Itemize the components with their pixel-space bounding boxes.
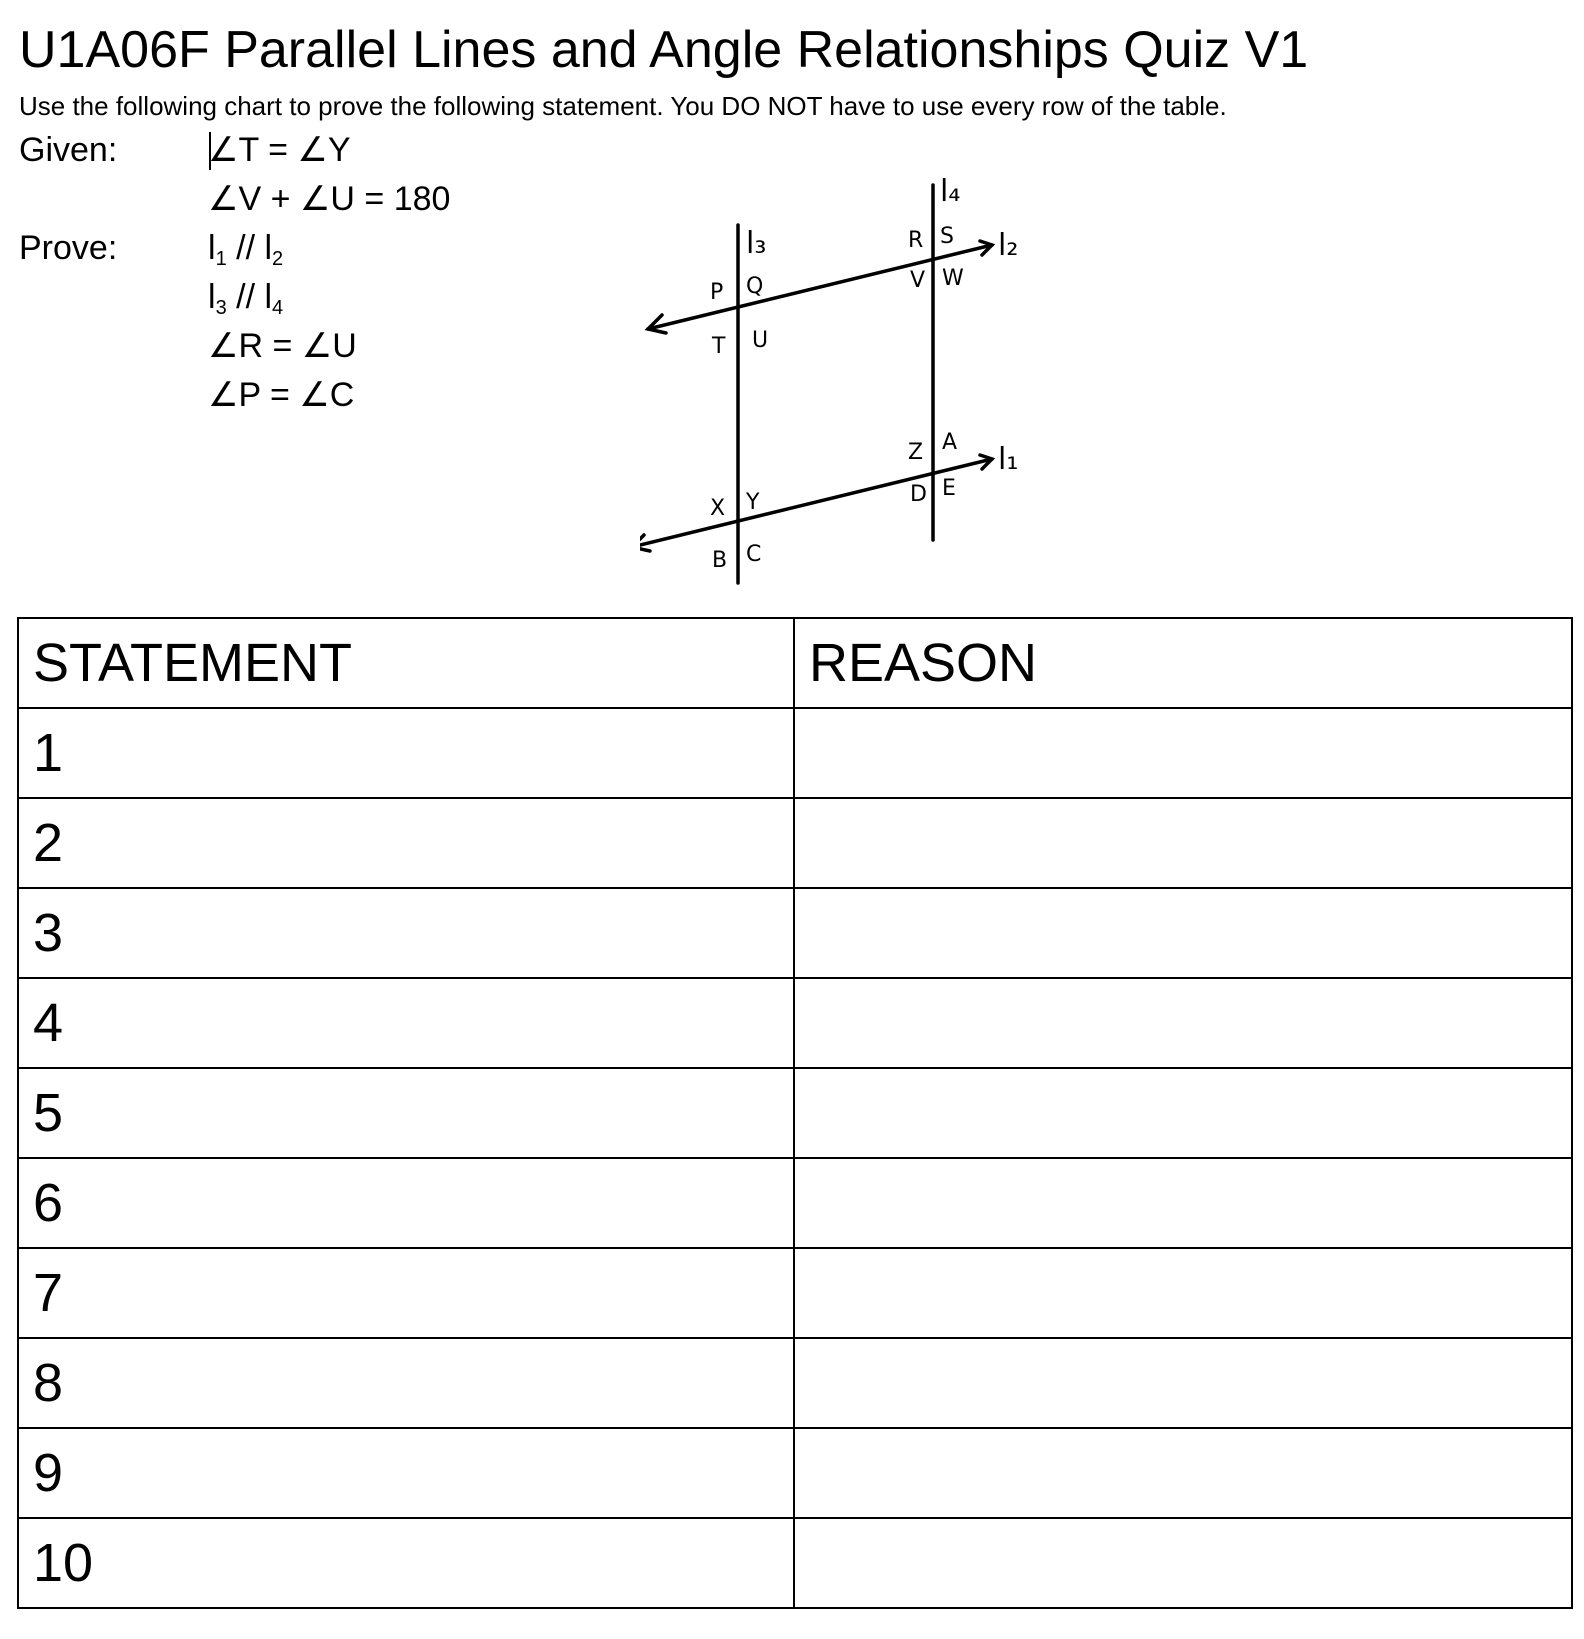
angle-label-u: U bbox=[752, 328, 769, 353]
statement-cell[interactable]: 9 bbox=[18, 1428, 794, 1518]
prove-statement-4[interactable]: ∠P = ∠C bbox=[208, 376, 355, 414]
reason-cell[interactable] bbox=[794, 708, 1572, 798]
statement-cell[interactable]: 7 bbox=[18, 1248, 794, 1338]
angle-label-e: E bbox=[942, 476, 956, 501]
angle-label-a: A bbox=[942, 430, 958, 455]
reason-cell[interactable] bbox=[794, 1338, 1572, 1428]
prove-statement-1[interactable] bbox=[208, 228, 283, 268]
reason-cell[interactable] bbox=[794, 1158, 1572, 1248]
statement-cell[interactable]: 5 bbox=[18, 1068, 794, 1158]
reason-cell[interactable] bbox=[794, 1068, 1572, 1158]
angle-label-x: X bbox=[710, 496, 726, 521]
line-label-l4: l₄ bbox=[940, 175, 961, 209]
reason-cell[interactable] bbox=[794, 798, 1572, 888]
table-row bbox=[18, 1338, 1572, 1428]
given-statement-2[interactable]: ∠V + ∠U = 180 bbox=[208, 180, 451, 218]
table-row bbox=[18, 978, 1572, 1068]
line-l1-letter: l bbox=[208, 229, 216, 267]
prove-label: Prove: bbox=[19, 229, 118, 267]
angle-label-q: Q bbox=[746, 274, 764, 299]
line-label-l1: l₁ bbox=[998, 442, 1019, 477]
reason-cell[interactable] bbox=[794, 888, 1572, 978]
statement-cell[interactable]: 2 bbox=[18, 798, 794, 888]
reason-cell[interactable] bbox=[794, 1428, 1572, 1518]
table-row bbox=[18, 1518, 1572, 1608]
angle-label-c: C bbox=[746, 542, 762, 567]
prove-statement-2[interactable] bbox=[208, 277, 283, 317]
line-l2 bbox=[648, 245, 992, 329]
reason-cell[interactable] bbox=[794, 1248, 1572, 1338]
line-l2-subscript: 2 bbox=[272, 248, 284, 270]
given-label: Given: bbox=[19, 131, 118, 169]
statement-cell[interactable]: 10 bbox=[18, 1518, 794, 1608]
statement-cell[interactable]: 6 bbox=[18, 1158, 794, 1248]
instructions-text: Use the following chart to prove the following statement. You DO NOT have to use every row of the table. bbox=[19, 91, 1227, 121]
angle-label-v: V bbox=[910, 268, 926, 293]
statement-cell[interactable]: 1 bbox=[18, 708, 794, 798]
angle-label-s: S bbox=[940, 224, 954, 249]
table-row bbox=[18, 708, 1572, 798]
table-header-row bbox=[18, 618, 1572, 708]
angle-label-t: T bbox=[712, 334, 726, 359]
statement-cell[interactable]: 4 bbox=[18, 978, 794, 1068]
statement-header: STATEMENT bbox=[18, 618, 794, 708]
reason-header: REASON bbox=[794, 618, 1572, 708]
table-row bbox=[18, 1248, 1572, 1338]
prove-statement-3[interactable]: ∠R = ∠U bbox=[208, 327, 357, 365]
angle-label-b: B bbox=[712, 548, 728, 573]
page-title: U1A06F Parallel Lines and Angle Relationships Quiz V1 bbox=[19, 21, 1309, 79]
angle-label-y: Y bbox=[746, 490, 760, 515]
line-l2-letter: l bbox=[264, 229, 273, 267]
given-statement-1[interactable]: ∠T = ∠Y bbox=[208, 131, 351, 169]
angle-label-d: D bbox=[910, 482, 927, 507]
table-row bbox=[18, 888, 1572, 978]
parallel-symbol: // bbox=[226, 229, 265, 267]
proof-table bbox=[17, 617, 1573, 1609]
line-l4-letter: l bbox=[264, 278, 273, 316]
parallel-lines-diagram bbox=[640, 175, 1060, 590]
line-l1 bbox=[640, 459, 992, 547]
table-row bbox=[18, 1158, 1572, 1248]
line-l4-subscript: 4 bbox=[272, 297, 284, 319]
reason-cell[interactable] bbox=[794, 1518, 1572, 1608]
angle-label-p: P bbox=[710, 280, 724, 305]
statement-cell[interactable]: 8 bbox=[18, 1338, 794, 1428]
line-l1-subscript: 1 bbox=[215, 248, 227, 270]
table-row bbox=[18, 798, 1572, 888]
line-l3-subscript: 3 bbox=[215, 297, 227, 319]
parallel-symbol: // bbox=[226, 278, 265, 316]
angle-label-r: R bbox=[908, 228, 924, 253]
statement-cell[interactable]: 3 bbox=[18, 888, 794, 978]
reason-cell[interactable] bbox=[794, 978, 1572, 1068]
line-label-l2: l₂ bbox=[998, 228, 1019, 263]
angle-label-z: Z bbox=[908, 440, 924, 465]
line-l3-letter: l bbox=[208, 278, 216, 316]
table-row bbox=[18, 1068, 1572, 1158]
angle-label-w: W bbox=[942, 266, 964, 291]
table-row bbox=[18, 1428, 1572, 1518]
line-label-l3: l₃ bbox=[746, 226, 767, 261]
